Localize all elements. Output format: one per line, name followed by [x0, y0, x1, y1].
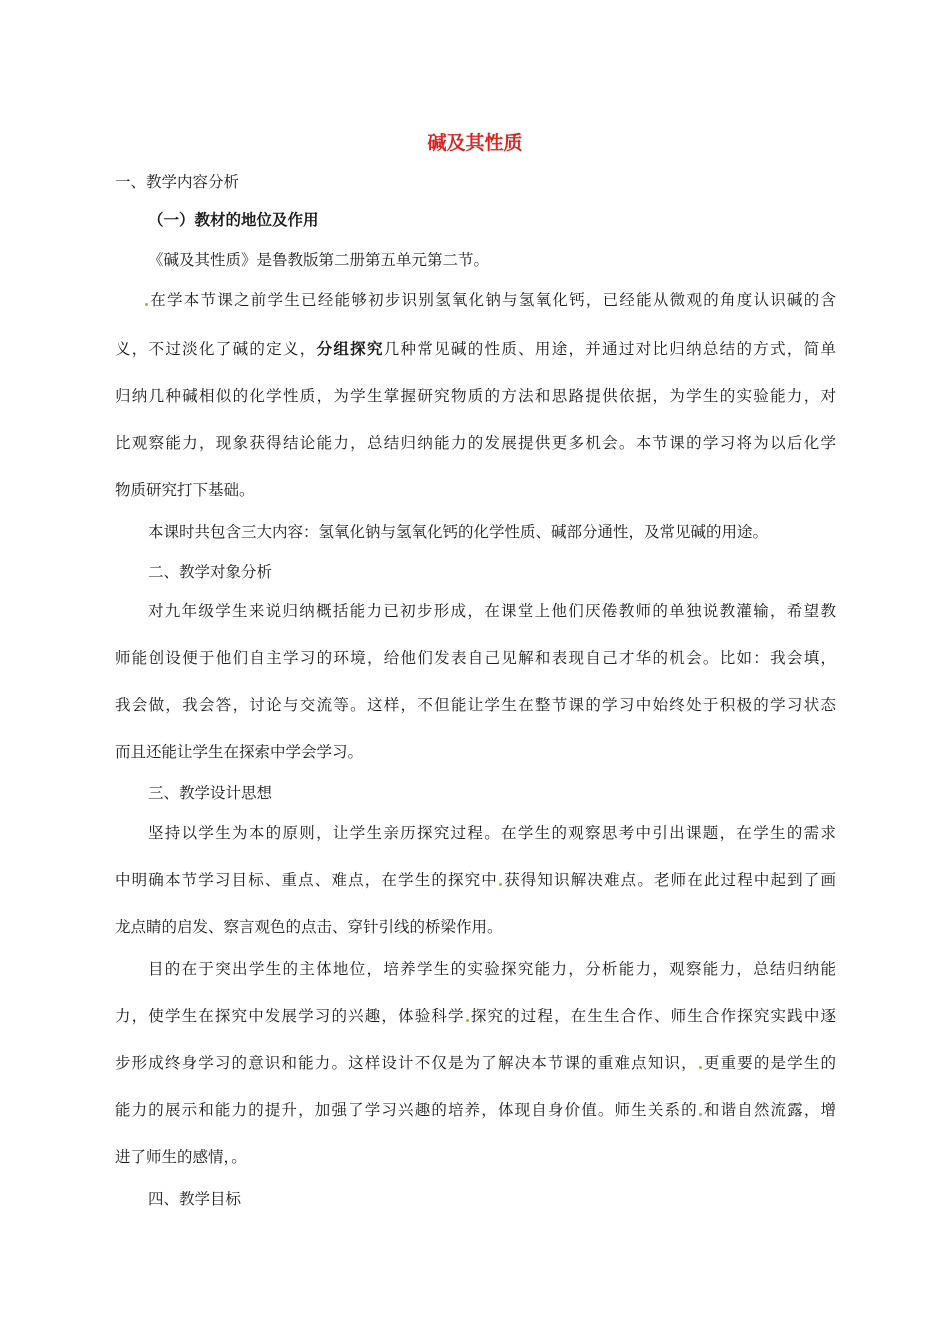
- paragraph-6-line-4: 能力的展示和能力的提升，加强了学习兴趣的培养，体现自身价值。师生关系的 和谐自然流露，增: [115, 1101, 836, 1119]
- paragraph-2-line-5: 物质研究打下基础。: [115, 481, 255, 499]
- paragraph-2-line-1: 在学本节课之前学生已经能够初步识别氢氧化钠与氢氧化钙，已经能从微观的角度认识碱的含: [144, 290, 836, 310]
- paragraph-3: 本课时共包含三大内容：氢氧化钠与氢氧化钙的化学性质、碱部分通性，及常见碱的用途。: [148, 523, 769, 541]
- paragraph-2-line-4: 比观察能力，现象获得结论能力，总结归纳能力的发展提供更多机会。本节课的学习将为以后化学: [115, 434, 836, 452]
- section-heading-2: 二、教学对象分析: [148, 563, 273, 581]
- document-title: 碱及其性质: [427, 132, 523, 154]
- emphasis-text: 分组探究: [316, 340, 384, 358]
- paragraph-4-line-1: 对九年级学生来说归纳概括能力已初步形成，在课堂上他们厌倦教师的单独说教灌输，希望教: [148, 602, 836, 620]
- paragraph-2-line-2: 义，不过淡化了碱的定义，分组探究几种常见碱的性质、用途，并通过对比归纳总结的方式，简单: [115, 340, 836, 358]
- paragraph-2-line-3: 归纳几种碱相似的化学性质，为学生掌握研究物质的方法和思路提供依据，为学生的实验能力，对: [115, 387, 836, 405]
- paragraph-6-line-1: 目的在于突出学生的主体地位，培养学生的实验探究能力，分析能力，观察能力，总结归纳能: [148, 960, 836, 978]
- subsection-heading-1: （一）教材的地位及作用: [148, 211, 319, 229]
- annotation-mark: [499, 883, 502, 886]
- paragraph-4-line-3: 我会做，我会答，讨论与交流等。这样，不但能让学生在整节课的学习中始终处于积极的学习状态: [115, 696, 836, 714]
- paragraph-5-line-2: 中明确本节学习目标、重点、难点，在学生的探究中 获得知识解决难点。老师在此过程中起到了画: [115, 871, 836, 889]
- section-heading-4: 四、教学目标: [148, 1190, 242, 1208]
- paragraph-6-line-3: 步形成终身学习的意识和能力。这样设计不仅是为了解决本节课的重难点知识， 更重要的是学生的: [115, 1054, 836, 1072]
- paragraph-5-line-3: 龙点睛的启发、察言观色的点击、穿针引线的桥梁作用。: [115, 918, 503, 936]
- paragraph-6-line-2: 力，使学生在探究中发展学习的兴趣，体验科学 探究的过程，在生生合作、师生合作探究实践中逐: [115, 1007, 836, 1025]
- paragraph-4-line-4: 而且还能让学生在探索中学会学习。: [115, 743, 364, 761]
- annotation-mark: [699, 1113, 702, 1116]
- paragraph-5-line-1: 坚持以学生为本的原则，让学生亲历探究过程。在学生的观察思考中引出课题，在学生的需求: [148, 824, 836, 842]
- paragraph-1: 《碱及其性质》是鲁教版第二册第五单元第二节。: [148, 251, 490, 269]
- annotation-mark: [466, 1019, 469, 1022]
- annotation-mark: [145, 303, 148, 306]
- annotation-mark: [699, 1066, 702, 1069]
- section-heading-1: 一、教学内容分析: [115, 173, 240, 191]
- section-heading-3: 三、教学设计思想: [148, 784, 273, 802]
- paragraph-6-line-5: 进了师生的感情，。: [115, 1148, 247, 1166]
- paragraph-4-line-2: 师能创设便于他们自主学习的环境，给他们发表自己见解和表现自己才华的机会。比如：我会填，: [115, 649, 836, 667]
